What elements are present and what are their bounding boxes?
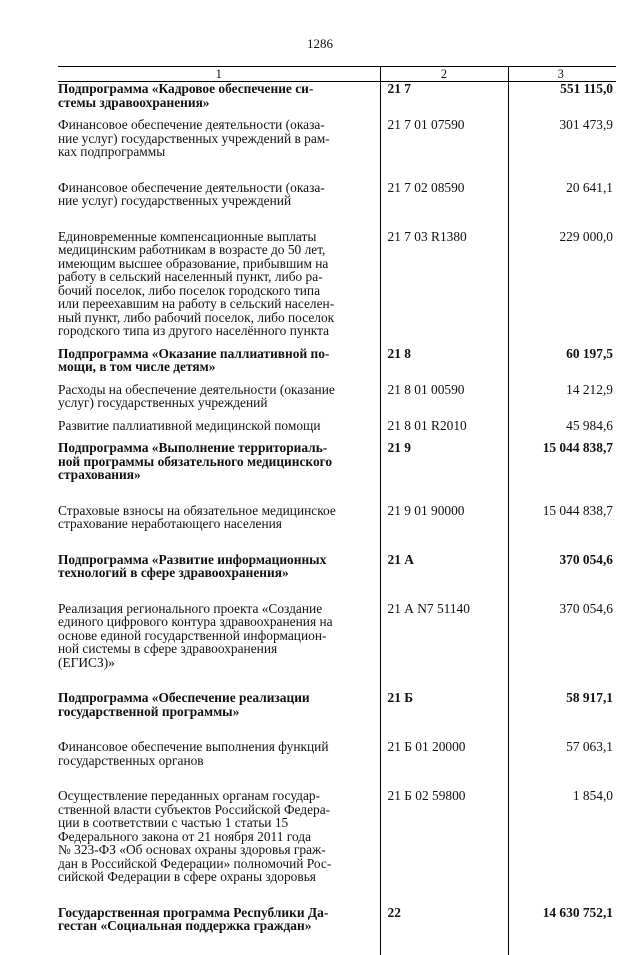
row-name: Единовременные компенсационные выплаты медицинским работникам в возрасте до 50 лет, имеющим высшее образование, прибывшим на работу в сельский населенный пункт, либо ра- бочий поселок, либо поселок городского типа или переехавшим на работу в сельский населен- ный пункт, либо рабочий поселок, либо поселок городского типа из другого населённого пункта: [58, 228, 335, 338]
row-code: 21 7 01 07590: [380, 118, 508, 181]
table-row: [58, 740, 616, 789]
row-name: Подпрограмма «Обеспечение реализации государственной программы»: [58, 690, 310, 719]
row-name: Финансовое обеспечение деятельности (оказа- ние услуг) государственных учреждений: [58, 179, 325, 208]
table-row: [58, 504, 616, 553]
table-row: [58, 602, 616, 692]
budget-table: [58, 66, 616, 955]
table-row: [58, 441, 616, 504]
row-name: Страховые взносы на обязательное медицинское страхование неработающего населения: [58, 502, 336, 531]
row-amount: 15 044 838,7: [508, 441, 616, 504]
table-header-row: [58, 67, 616, 82]
table-row: [58, 383, 616, 419]
table-row: [58, 789, 616, 906]
row-amount: 370 054,6: [508, 553, 616, 602]
row-code: 21 Б: [380, 691, 508, 740]
row-amount: 15 044 838,7: [508, 504, 616, 553]
header-col-3: 3: [508, 67, 616, 82]
row-amount: 301 473,9: [508, 118, 616, 181]
row-code: 21 8 01 00590: [380, 383, 508, 419]
row-code: 21 9: [380, 441, 508, 504]
table-row: [58, 553, 616, 602]
row-code: 22: [380, 906, 508, 955]
row-amount: 1 854,0: [508, 789, 616, 906]
row-code: 21 8 01 R2010: [380, 419, 508, 442]
row-amount: 551 115,0: [508, 82, 616, 119]
row-amount: 20 641,1: [508, 181, 616, 230]
row-code: 21 7 02 08590: [380, 181, 508, 230]
row-code: 21 А N7 51140: [380, 602, 508, 692]
row-code: 21 9 01 90000: [380, 504, 508, 553]
row-code: 21 7: [380, 82, 508, 119]
row-name: Развитие паллиативной медицинской помощи: [58, 417, 321, 433]
row-amount: 370 054,6: [508, 602, 616, 692]
row-name: Осуществление переданных органам государ- ственной власти субъектов Российской Федера- ции в соответствии с частью 1 статьи 15 Федерального закона от 21 ноября 2011 года № 323-ФЗ «Об основах охраны здоровья граж- дан в Российской Федерации» полномочий Рос- сийской Федерации в сфере охраны здоровья: [58, 788, 332, 884]
table-row: [58, 181, 616, 230]
table-row: [58, 691, 616, 740]
row-amount: 14 212,9: [508, 383, 616, 419]
row-name: Подпрограмма «Развитие информационных технологий в сфере здравоохранения»: [58, 551, 327, 580]
header-col-1: 1: [58, 67, 380, 82]
row-code: 21 8: [380, 347, 508, 383]
row-name: Подпрограмма «Кадровое обеспечение си- стемы здравоохранения»: [58, 81, 314, 110]
table-row: [58, 906, 616, 955]
row-name: Финансовое обеспечение деятельности (оказа- ние услуг) государственных учреждений в рам- ках подпрограммы: [58, 117, 330, 159]
row-amount: 58 917,1: [508, 691, 616, 740]
row-amount: 57 063,1: [508, 740, 616, 789]
row-name: Подпрограмма «Оказание паллиативной по- мощи, в том числе детям»: [58, 345, 330, 374]
row-code: 21 7 03 R1380: [380, 230, 508, 347]
row-amount: 14 630 752,1: [508, 906, 616, 955]
row-name: Финансовое обеспечение выполнения функций государственных органов: [58, 739, 329, 768]
header-col-2: 2: [380, 67, 508, 82]
table-row: [58, 419, 616, 442]
row-name: Реализация регионального проекта «Создание единого цифрового контура здравоохранения на основе единой государственной информацион- ной системы в сфере здравоохранения (ЕГИСЗ)»: [58, 600, 333, 670]
row-code: 21 Б 01 20000: [380, 740, 508, 789]
row-name: Подпрограмма «Выполнение территориаль- ной программы обязательного медицинского страхования»: [58, 440, 333, 482]
row-name: Расходы на обеспечение деятельности (оказание услуг) государственных учреждений: [58, 381, 335, 410]
table-row: [58, 347, 616, 383]
row-amount: 45 984,6: [508, 419, 616, 442]
page-number: 1286: [307, 36, 333, 51]
row-code: 21 Б 02 59800: [380, 789, 508, 906]
table-row: [58, 118, 616, 181]
row-amount: 229 000,0: [508, 230, 616, 347]
row-name: Государственная программа Республики Да- гестан «Социальная поддержка граждан»: [58, 904, 329, 933]
table-row: [58, 230, 616, 347]
row-amount: 60 197,5: [508, 347, 616, 383]
table-row: [58, 82, 616, 119]
row-code: 21 А: [380, 553, 508, 602]
